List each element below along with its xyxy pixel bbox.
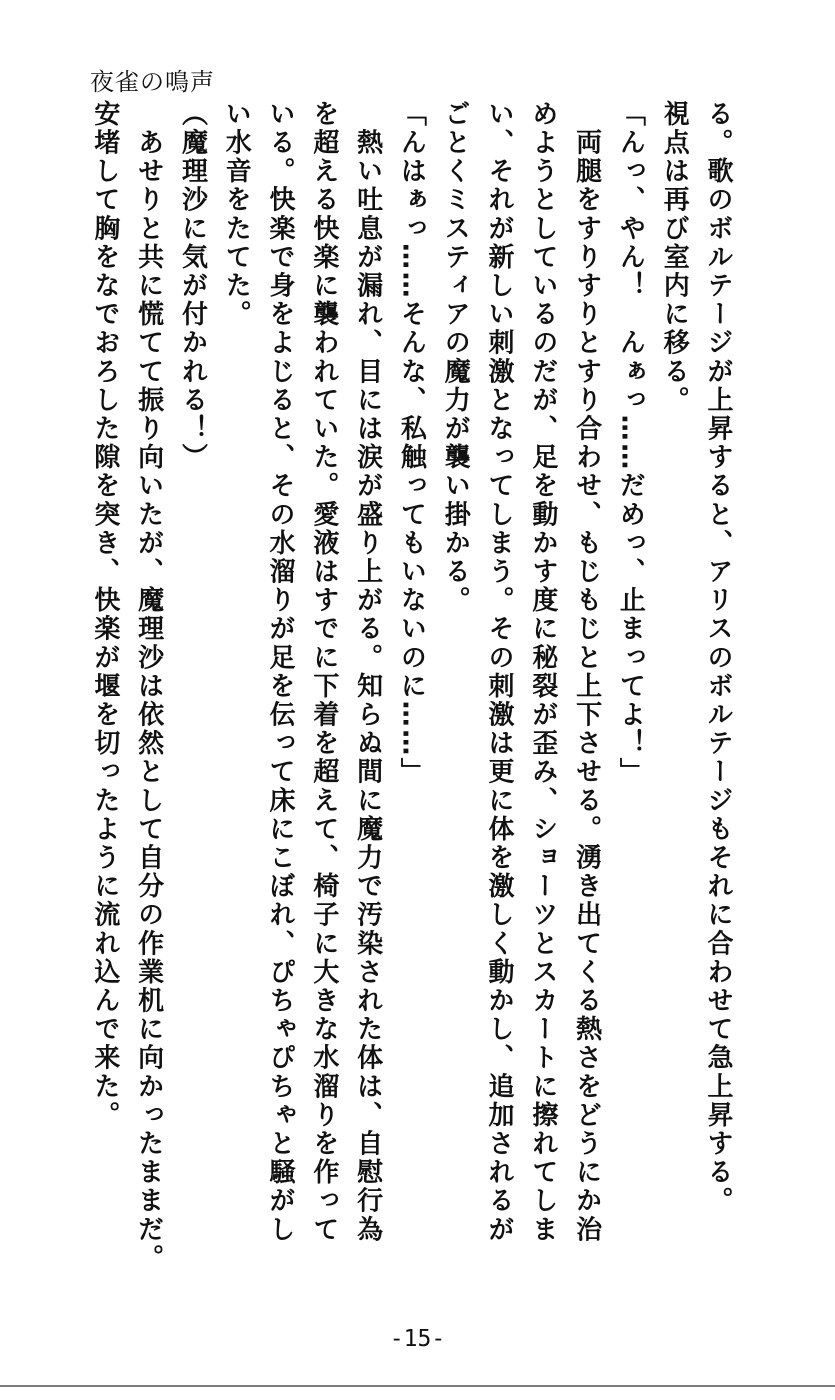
bottom-rule <box>0 1385 835 1387</box>
text-line: 視点は再び室内に移る。 <box>659 100 690 415</box>
vertical-text-body <box>79 100 739 1320</box>
running-header: 夜雀の鳴声 <box>90 68 215 96</box>
text-line: 熱い吐息が漏れ、目には涙が盛り上がる。知らぬ間に魔力で汚染された体は、自慰行為 <box>352 100 383 1244</box>
text-line: いる。快楽で身をよじると、その水溜りが足を伝って床にこぼれ、ぴちゃぴちゃと騒がし <box>265 100 296 1244</box>
text-line: る。歌のボルテージが上昇すると、アリスのボルテージもそれに合わせて急上昇する。 <box>703 100 733 1216</box>
text-line: い水音をたてた。 <box>221 100 252 329</box>
text-line: あせりと共に慌てて振り向いたが、魔理沙は依然として自分の作業机に向かったままだ。 <box>133 100 164 1273</box>
text-line: 安堵して胸をなでおろした隙を突き、快楽が堰を切ったように流れ込んで来た。 <box>89 100 120 1130</box>
text-line: めようとしているのだが、足を動かす度に秘裂が歪み、ショーツとスカートに擦れてしま <box>527 100 558 1244</box>
text-line: （魔理沙に気が付かれる！） <box>177 100 208 472</box>
text-line: い、それが新しい刺激となってしまう。その刺激は更に体を激しく動かし、追加されるが <box>484 100 515 1244</box>
text-line: 「んっ、やん！ んぁっ……だめっ、止まってよ！」 <box>615 100 646 787</box>
text-line: 「んはぁっ……そんな、私触ってもいないのに……」 <box>396 100 427 787</box>
text-line: を超える快楽に襲われていた。愛液はすでに下着を超えて、椅子に大きな水溜りを作って <box>308 100 339 1244</box>
text-line: ごとくミスティアの魔力が襲い掛かる。 <box>440 100 471 615</box>
text-line: 両腿をすりすりとすり合わせ、もじもじと上下させる。湧き出てくる熱さをどうにか治 <box>571 100 602 1244</box>
page-number: -15- <box>389 1326 446 1352</box>
